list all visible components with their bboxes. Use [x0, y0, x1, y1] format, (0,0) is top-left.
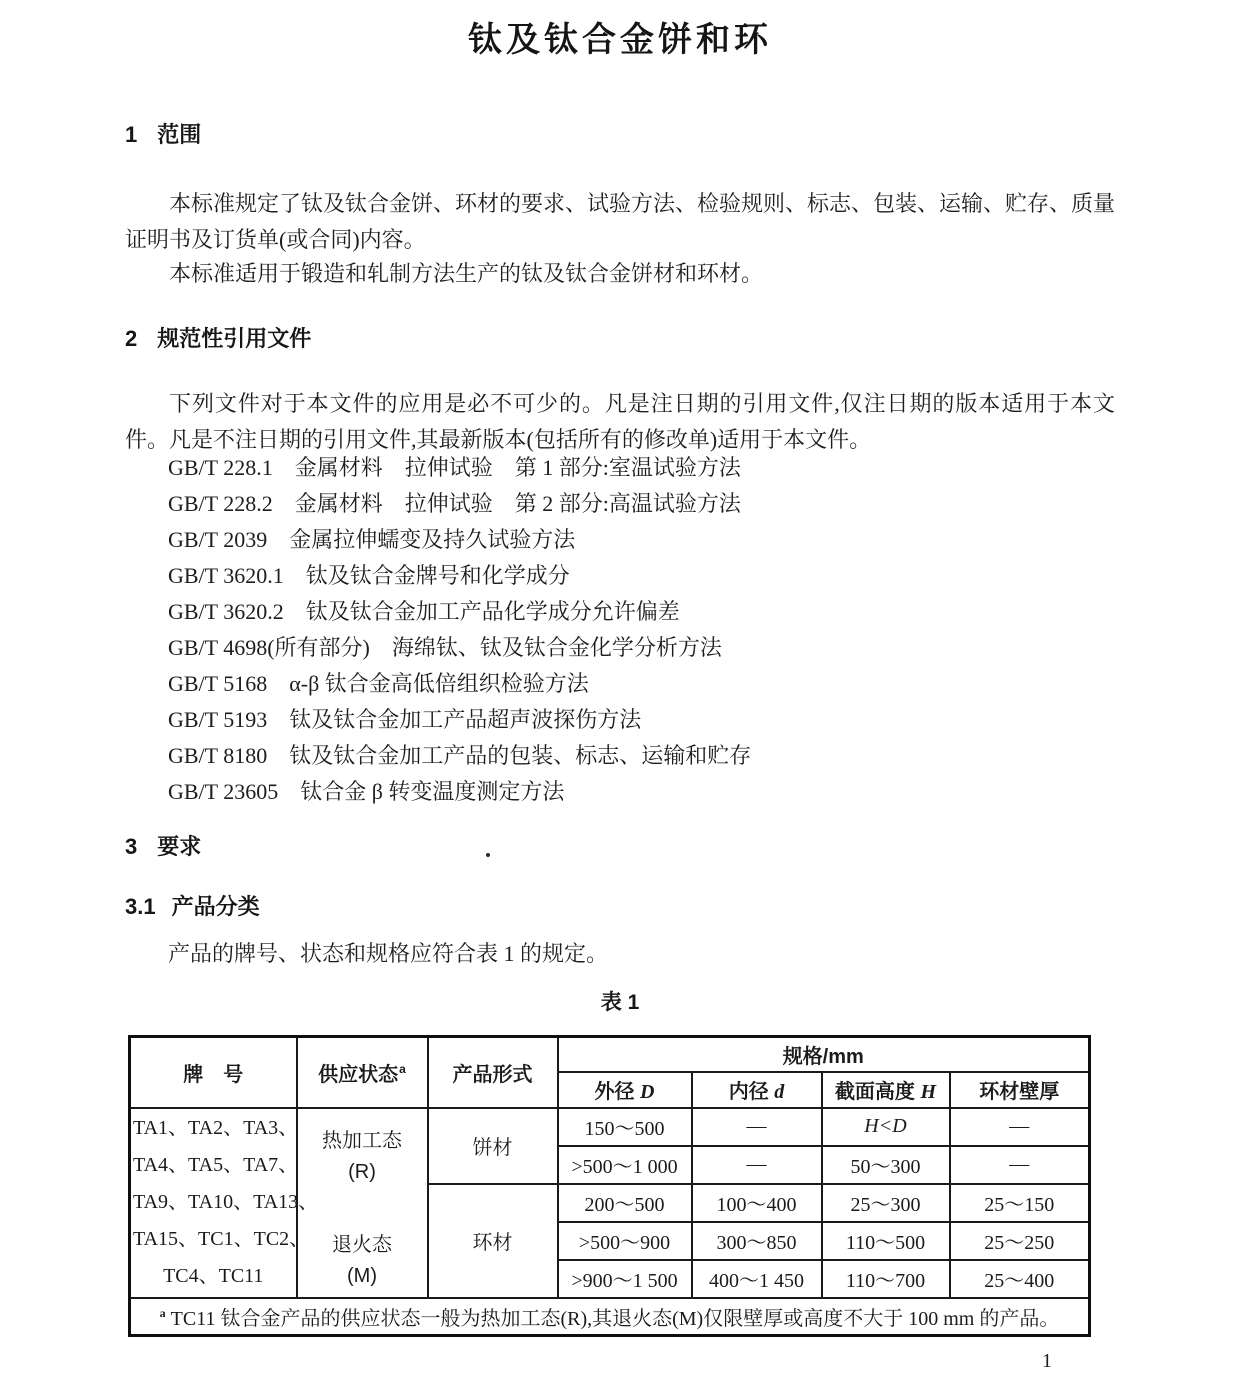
supply-state-code: (R) [348, 1161, 376, 1183]
spec-cell-height: 110～500 [822, 1222, 950, 1260]
reference-item: GB/T 3620.1 钛及钛合金牌号和化学成分 [168, 563, 570, 588]
section-1-heading [125, 118, 201, 149]
grade-line: TA9、TA10、TA13、 [133, 1191, 319, 1213]
spec-cell-inner: — [692, 1146, 822, 1184]
inner-diameter-label: 内径 [728, 1081, 775, 1103]
col-header-grade: 牌 号 [130, 1037, 297, 1108]
doc-title: 钛及钛合金饼和环 [468, 21, 772, 59]
col-header-spec-group: 规格/mm [558, 1037, 1090, 1072]
spec-cell-wall: — [950, 1108, 1090, 1146]
section-3-title: 要求 [157, 834, 202, 859]
scope-paragraph-1: 本标准规定了钛及钛合金饼、环材的要求、试验方法、检验规则、标志、包装、运输、贮存、质量证明书及订货单(或合同)内容。 [125, 191, 1116, 252]
reference-item: GB/T 228.2 金属材料 拉伸试验 第 2 部分:高温试验方法 [168, 491, 741, 516]
product-form-cake-cell: 饼材 [428, 1108, 558, 1184]
section-3-1-title: 产品分类 [171, 894, 260, 919]
section-height-label: 截面高度 [834, 1081, 921, 1103]
spec-cell-height: 50～300 [822, 1146, 950, 1184]
col-header-section-height [822, 1072, 950, 1108]
table-1-caption: 表 1 [600, 991, 640, 1014]
table-1 [128, 1035, 1091, 1337]
outer-diameter-symbol: D [640, 1081, 655, 1103]
spec-cell-outer: >900～1 500 [558, 1260, 692, 1298]
section-1-number: 1 [125, 122, 138, 147]
product-classification-paragraph: 产品的牌号、状态和规格应符合表 1 的规定。 [168, 941, 609, 966]
section-3-1-heading [125, 890, 260, 921]
col-header-outer-diameter [558, 1072, 692, 1108]
product-form-ring-cell: 环材 [428, 1184, 558, 1298]
section-3-number: 3 [125, 834, 138, 859]
spec-cell-inner: 400～1 450 [692, 1260, 822, 1298]
section-1-title: 范围 [157, 122, 202, 147]
spec-cell-height: 25～300 [822, 1184, 950, 1222]
grade-line: TA1、TA2、TA3、 [133, 1117, 299, 1139]
reference-item: GB/T 228.1 金属材料 拉伸试验 第 1 部分:室温试验方法 [168, 455, 741, 480]
table-footnote [130, 1298, 1090, 1336]
section-height-symbol: H [920, 1081, 937, 1103]
reference-item: GB/T 4698(所有部分) 海绵钛、钛及钛合金化学分析方法 [168, 635, 722, 660]
supply-state-name: 退火态 [332, 1234, 392, 1256]
spec-cell-inner: 300～850 [692, 1222, 822, 1260]
section-3-1-number: 3.1 [125, 894, 156, 919]
grade-list-cell [130, 1108, 319, 1298]
supply-state-hot-worked [300, 1126, 425, 1188]
grade-line: TA15、TC1、TC2、 [133, 1228, 310, 1250]
col-header-ring-wall: 环材壁厚 [950, 1072, 1090, 1108]
grade-line: TA4、TA5、TA7、 [133, 1154, 299, 1176]
spec-cell-inner: 100～400 [692, 1184, 822, 1222]
supply-state-annealed [300, 1230, 425, 1292]
reference-item: GB/T 23605 钛合金 β 转变温度测定方法 [168, 779, 565, 804]
reference-item: GB/T 5193 钛及钛合金加工产品超声波探伤方法 [168, 707, 642, 732]
col-header-product-form: 产品形式 [428, 1037, 558, 1108]
scan-artifact-dot [486, 853, 490, 857]
spec-cell-wall: 25～400 [950, 1260, 1090, 1298]
inner-diameter-symbol: d [774, 1081, 785, 1103]
spec-cell-outer: 200～500 [558, 1184, 692, 1222]
reference-item: GB/T 3620.2 钛及钛合金加工产品化学成分允许偏差 [168, 599, 680, 624]
section-2-title: 规范性引用文件 [157, 326, 312, 351]
outer-diameter-label: 外径 [594, 1081, 641, 1103]
page-number: 1 [1042, 1350, 1052, 1372]
spec-cell-outer: 150～500 [558, 1108, 692, 1146]
spec-cell-height: 110～700 [822, 1260, 950, 1298]
footnote-text: TC11 钛合金产品的供应状态一般为热加工态(R),其退火态(M)仅限壁厚或高度不大于 100 mm 的产品。 [170, 1307, 1060, 1330]
section-2-heading [125, 322, 311, 353]
col-header-supply-label: 供应状态 [318, 1063, 399, 1086]
section-2-number: 2 [125, 326, 138, 351]
supply-footnote-marker: a [399, 1062, 406, 1077]
supply-state-code: (M) [347, 1265, 377, 1287]
col-header-supply-state [297, 1037, 428, 1108]
scope-paragraph-2: 本标准适用于锻造和轧制方法生产的钛及钛合金饼材和环材。 [169, 261, 764, 286]
normative-references-intro: 下列文件对于本文件的应用是必不可少的。凡是注日期的引用文件,仅注日期的版本适用于本文件。凡是不注日期的引用文件,其最新版本(包括所有的修改单)适用于本文件。 [125, 391, 1115, 452]
reference-item: GB/T 5168 α-β 钛合金高低倍组织检验方法 [168, 671, 589, 696]
reference-item: GB/T 2039 金属拉伸蠕变及持久试验方法 [168, 527, 576, 552]
spec-cell-height: H<D [822, 1108, 950, 1146]
supply-state-name: 热加工态 [322, 1130, 402, 1152]
spec-cell-outer: >500～1 000 [558, 1146, 692, 1184]
footnote-marker: a [159, 1306, 166, 1321]
grade-line: TC4、TC11 [163, 1265, 264, 1287]
spec-cell-wall: 25～150 [950, 1184, 1090, 1222]
normative-references-list [168, 450, 751, 810]
spec-cell-outer: >500～900 [558, 1222, 692, 1260]
spec-cell-inner: — [692, 1108, 822, 1146]
spec-cell-wall: — [950, 1146, 1090, 1184]
col-header-inner-diameter [692, 1072, 822, 1108]
spec-cell-wall: 25～250 [950, 1222, 1090, 1260]
section-3-heading [125, 830, 201, 861]
reference-item: GB/T 8180 钛及钛合金加工产品的包装、标志、运输和贮存 [168, 743, 752, 768]
